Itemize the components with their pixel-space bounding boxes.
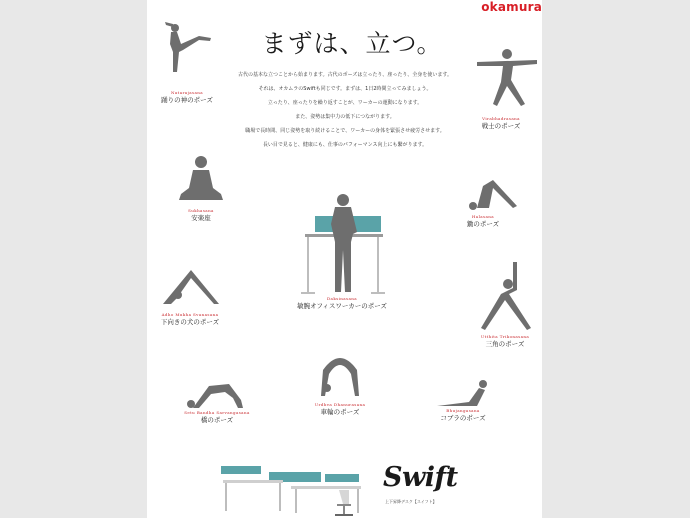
body-line: 古代の基本な立つことから始まります。古代のポーズは立ったり、座ったり、全身を使います。	[238, 72, 452, 78]
cobra-pose-icon	[435, 378, 493, 408]
caption-daksinasana: Daksinasana 敏腕オフィスワーカーのポーズ	[297, 296, 387, 310]
wheel-pose-icon	[315, 352, 365, 398]
poster	[147, 0, 542, 518]
caption-virabhadrasana: Virabhadrasana 戦士のポーズ	[481, 116, 521, 130]
caption-halasana: Halasana 鋤のポーズ	[466, 214, 500, 228]
body-line: 長い目で見ると、健康にも、仕事のパフォーマンス向上にも繋がります。	[262, 142, 428, 148]
caption-urdhva-dhanurasana: Urdhva Dhanurasana 車輪のポーズ	[314, 402, 366, 416]
bridge-pose-icon	[185, 380, 249, 410]
caption-bhujangasana: Bhujangasana コブラのポーズ	[440, 408, 486, 422]
swift-logo: Swift	[383, 462, 458, 493]
standing-desk-worker	[297, 194, 387, 296]
caption-natarajasana: Natarajasana 踊りの神のポーズ	[161, 90, 213, 104]
seated-pose-icon	[177, 154, 225, 204]
body-text	[225, 68, 465, 152]
brand-logo: okamura	[481, 0, 542, 14]
caption-adho-mukha-svanasana: Adho Mukha Svanasana 下向きの犬のポーズ	[160, 312, 220, 326]
body-line: 職場で長時間、同じ姿勢を取り続けることで、ワーカーの身体を緊張させ疲労させます。	[245, 128, 445, 134]
body-line: それは、オカムラのSwiftも同じです。まずは、1日2時間立ってみましょう。	[258, 86, 432, 92]
body-line: また、姿勢は集中力の低下につながります。	[295, 114, 395, 120]
downward-dog-pose-icon	[161, 268, 221, 306]
body-line: 立ったり、座ったりを繰り返すことが、ワーカーの運動になります。	[267, 100, 423, 106]
desk-product-photo	[221, 460, 371, 518]
caption-sukhasana: Sukhasana 安楽座	[188, 208, 214, 222]
dancer-pose-icon	[153, 22, 213, 74]
warrior-pose-icon	[475, 46, 539, 108]
caption-utthita-trikonasana: Utthita Trikonasana 三角のポーズ	[480, 334, 530, 348]
plough-pose-icon	[447, 176, 519, 212]
swift-subtitle: 上下昇降デスク【スイフト】	[385, 499, 437, 504]
triangle-pose-icon	[479, 260, 535, 332]
headline: まずは、立つ。	[261, 29, 443, 58]
caption-setu-bandha-sarvangasana: Setu Bandha Sarvangasana 橋のポーズ	[184, 410, 250, 424]
